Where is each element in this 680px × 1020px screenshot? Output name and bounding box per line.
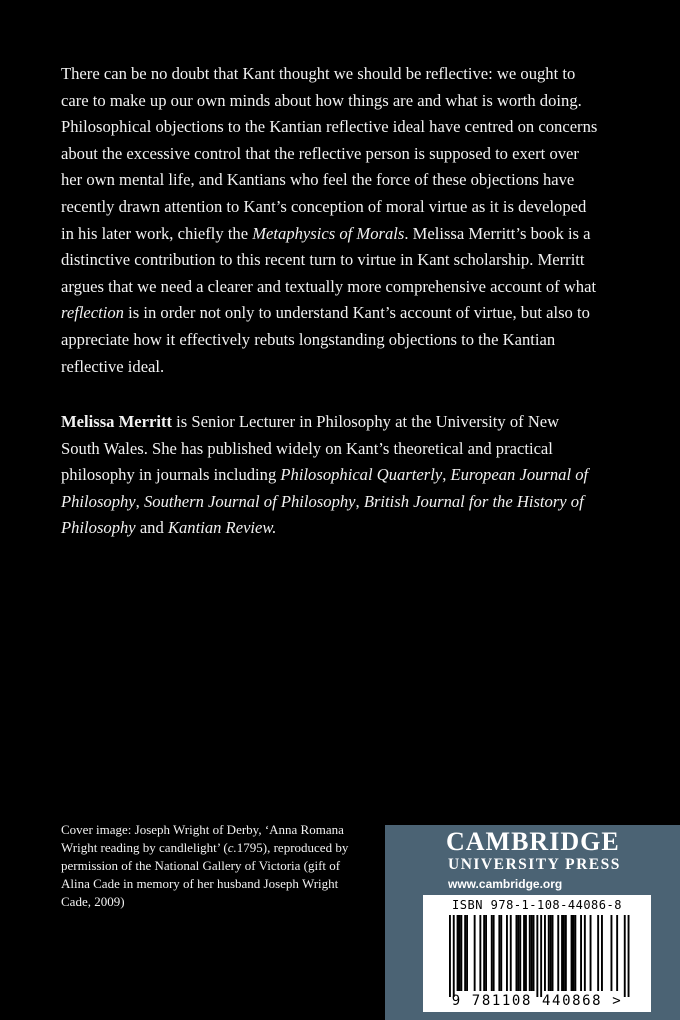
barcode-bar [464,915,466,991]
blurb-text-3: is in order not only to understand Kant’s account of virtue, but also to appreciate how it effectively rebuts longstanding objections to the Kantian reflective ideal. [61,303,590,376]
credit-text-1: Cover image: Joseph Wright of Derby, ‘Anna Romana Wright reading by candlelight’ ( [61,822,344,855]
barcode-digits: 9 781108 440868 > [451,993,623,1009]
journal-1: Philosophical Quarterly [280,465,443,485]
barcode-bar [616,915,618,991]
barcode-bar [493,915,495,991]
barcode-bar [557,915,559,991]
blurb-reflection-italic: reflection [61,303,124,323]
barcode-bar [449,915,451,997]
barcode-bar [574,915,576,991]
barcode-bar [516,915,518,991]
barcode-bar [491,915,493,991]
publisher-logo-line2: UNIVERSITY PRESS [448,856,621,873]
barcode-bar [498,915,500,991]
blurb-text-2: . Melissa Merritt’s book is a distinctive contribution to this recent turn to virtue in Kant scholarship. Merritt argues that we need a clearer and textually more comprehensive account of what [61,223,597,296]
barcode-bar [624,915,626,997]
blurb-title-italic: Metaphysics of Morals [252,223,405,243]
cover-image-credit [61,821,361,911]
barcode-bar [460,915,462,991]
isbn-label: ISBN 978-1-108-44086-8 [452,898,622,912]
barcode-bar [597,915,599,991]
barcode-bar [483,915,485,991]
bio-end: . [272,518,277,538]
barcode-bar [459,915,461,991]
barcode-bar [531,915,533,991]
bio-text-1: is Senior Lecturer in Philosophy at the University of New South Wales. She has published widely on Kant’s theoretical and practical philosophy in journals including [61,412,560,485]
barcode-bar [540,915,542,997]
journal-4: British Journal for the History of Philosophy [61,491,584,538]
bio-comma-2: , [135,491,144,511]
barcode-bar [550,915,552,991]
barcode-bar [485,915,487,991]
journal-2: European Journal of Philosophy [61,465,589,511]
barcode-bar [601,915,603,991]
credit-circa: c. [227,840,237,855]
barcode-bar [590,915,592,991]
publisher-panel [385,825,680,1020]
barcode-bar [584,915,586,991]
barcode-bar [466,915,468,991]
author-name: Melissa Merritt [61,412,173,431]
barcode-box [423,895,651,1012]
barcode-bar [628,915,630,997]
barcode-bar [523,915,525,991]
barcode-bar [517,915,519,991]
barcode-bar [580,915,582,991]
barcode-bar [563,915,565,991]
barcode-bar [533,915,535,991]
publisher-logo-line1: CAMBRIDGE [446,827,620,856]
barcode-bar [611,915,613,991]
bio-and: and [135,518,168,538]
author-bio [61,409,601,542]
barcode-bar [552,915,554,991]
publisher-website: www.cambridge.org [448,877,563,891]
barcode-bar [479,915,481,991]
barcode-bar [510,915,512,991]
bio-comma-1: , [442,465,451,485]
barcode-bar [544,915,546,991]
journal-3: Southern Journal of Philosophy [143,491,356,511]
credit-text-2: 1795), reproduced by permission of the National Gallery of Victoria (gift of Alina Cade in memory of her husband Joseph Wright Cade, 2009) [61,840,349,909]
barcode-bar [573,915,575,991]
barcode-bar [457,915,459,991]
barcode-bar [561,915,563,991]
barcode-bar [565,915,567,991]
book-description [61,61,601,380]
barcode-bar [529,915,531,991]
barcode-bar [453,915,455,997]
barcode-bar [548,915,550,991]
bio-comma-3: , [355,491,364,511]
barcode-bar [571,915,573,991]
barcode-bar [519,915,521,991]
barcode-bar [506,915,508,991]
blurb-text-1: There can be no doubt that Kant thought we should be reflective: we ought to care to make up our own minds about how things are and what is worth doing. Philosophical objections to the Kantian reflective ideal have centred on concerns about the excessive control that the reflective person is supposed to exert over her own mental life, and Kantians who feel the force of these objections have recently drawn attention to Kant’s conception of moral virtue as it is developed in his later work, chiefly the [61,64,598,243]
barcode-bar [536,915,538,997]
barcode-bar [525,915,527,991]
barcode-bar [500,915,502,991]
journal-5: Kantian Review [167,518,273,538]
barcode-bar [474,915,476,991]
